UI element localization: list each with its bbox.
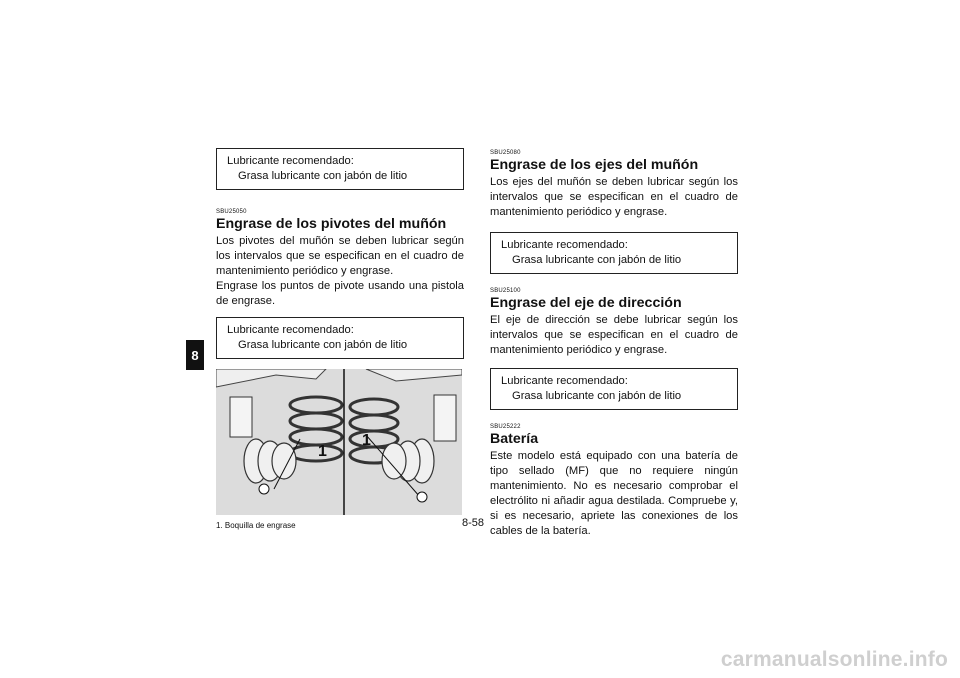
section-title-steering: Engrase del eje de dirección [490, 295, 682, 311]
suspension-drawing [216, 369, 462, 515]
pivots-paragraph-1: Los pivotes del muñón se deben lubricar según los intervalos que se especifican en el cuadro de mantenimiento periódico y engrase. [216, 235, 464, 277]
lubricant-value: Grasa lubricante con jabón de litio [238, 339, 408, 351]
pivots-paragraph-2: Engrase los puntos de pivote usando una pistola de engrase. [216, 280, 464, 307]
section-title-shafts: Engrase de los ejes del muñón [490, 157, 699, 173]
left-column [216, 148, 464, 530]
right-column [490, 148, 738, 539]
section-title-pivots: Engrase de los pivotes del muñón [216, 216, 447, 232]
lubricant-label: Lubricante recomendado: [501, 239, 628, 251]
section-title-battery: Batería [490, 431, 539, 447]
lubricant-box-pivots [216, 317, 464, 359]
figure-caption: 1. Boquilla de engrase [216, 521, 296, 530]
section-code: SBU25222 [490, 424, 521, 430]
page-number: 8-58 [462, 517, 485, 529]
pivot-illustration [216, 369, 462, 515]
lubricant-box-top [216, 148, 464, 190]
battery-paragraph: Este modelo está equipado con una batería de tipo sellado (MF) que no requiere ningún mantenimiento. No es necesario comprobar el electrólito ni añadir agua destilada. Compruebe y, si es necesario, apriete las conexiones de los cables de la batería. [490, 450, 738, 537]
section-tab: 8 [186, 340, 204, 370]
callout-1-left: 1 [318, 443, 327, 460]
watermark: carmanualsonline.info [720, 648, 948, 671]
shafts-paragraph: Los ejes del muñón se deben lubricar según los intervalos que se especifican en el cuadro de mantenimiento periódico y engrase. [490, 176, 738, 218]
lubricant-box-steering [490, 368, 738, 410]
lubricant-value: Grasa lubricante con jabón de litio [238, 170, 408, 182]
lubricant-value: Grasa lubricante con jabón de litio [512, 254, 682, 266]
callout-1-right: 1 [362, 432, 371, 449]
lubricant-label: Lubricante recomendado: [501, 375, 628, 387]
lubricant-box-shafts [490, 232, 738, 274]
section-code: SBU25100 [490, 288, 521, 294]
lubricant-label: Lubricante recomendado: [227, 324, 354, 336]
lubricant-label: Lubricante recomendado: [227, 155, 354, 167]
section-code: SBU25080 [490, 150, 521, 156]
lubricant-value: Grasa lubricante con jabón de litio [512, 390, 682, 402]
section-code: SBU25050 [216, 209, 247, 215]
steering-paragraph: El eje de dirección se debe lubricar según los intervalos que se especifican en el cuadro de mantenimiento periódico y engrase. [490, 314, 738, 356]
